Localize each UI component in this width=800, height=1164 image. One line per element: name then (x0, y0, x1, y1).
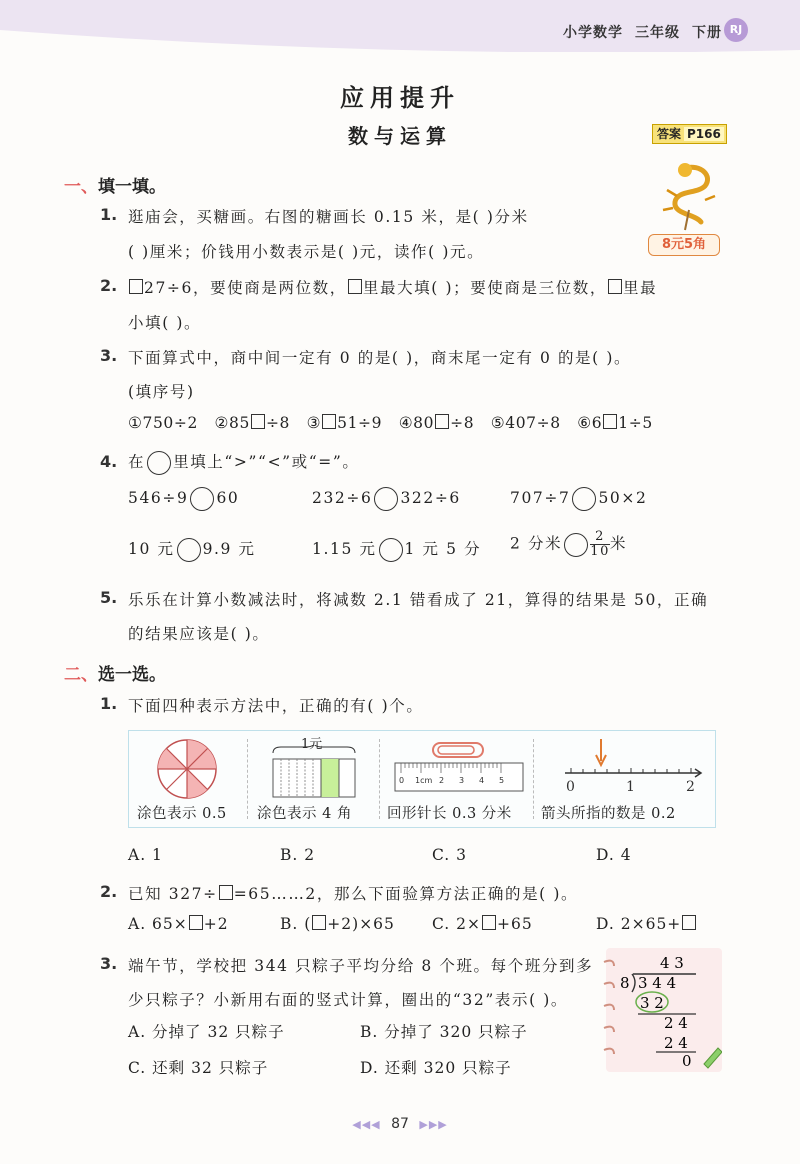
s2q3-line1: 端午节，学校把 344 只粽子平均分给 8 个班。每个班分到多 (128, 957, 594, 975)
section-number: 二、 (64, 665, 98, 685)
header-subject: 小学数学 (563, 25, 623, 41)
question-number: 2. (100, 882, 118, 901)
q3-options: ①750÷2 ②85 ÷8 ③ 51÷9 ④80 ÷8 ⑤407÷8 ⑥6 1÷5 (128, 414, 653, 432)
q5-line2: 的结果应该是( )。 (128, 625, 270, 643)
option[interactable]: A. 1 (128, 846, 163, 864)
subtract-1: 3 2 (640, 994, 664, 1012)
option[interactable]: C. 还剩 32 只粽子 (128, 1059, 269, 1077)
q1-line2: ( )厘米；价钱用小数表示是( )元，读作( )元。 (128, 243, 485, 261)
ruler-tick-label: 0 (399, 776, 405, 785)
ruler-tick-label: 1cm (415, 776, 433, 785)
edition-badge: RJ (724, 18, 748, 42)
answer-tag (652, 124, 727, 144)
subtract-2: 2 4 (664, 1034, 688, 1052)
caption: 涂色表示 0.5 (137, 806, 227, 822)
q4-item: 2 分米 $\frac{2}{10}$米 (510, 529, 628, 559)
final-remainder: 0 (682, 1052, 692, 1070)
option[interactable]: D. 4 (596, 846, 632, 864)
question-number: 3. (100, 346, 118, 365)
blank-box (608, 279, 622, 294)
q4-item: 232÷6 322÷6 (312, 487, 461, 511)
divisor: 8 (620, 974, 630, 992)
prev-arrows-icon: ◀◀◀ (352, 1118, 381, 1131)
ruler-tick-label: 3 (459, 776, 465, 785)
pie-figure (129, 731, 249, 827)
header-info (551, 22, 722, 42)
numberline-figure (535, 731, 713, 827)
caption: 箭头所指的数是 0.2 (541, 806, 676, 822)
section-fill (64, 172, 166, 197)
illustration-panel (128, 730, 716, 828)
q5-line1: 乐乐在计算小数减法时，将减数 2.1 错看成了 21，算得的结果是 50，正确 (128, 591, 709, 609)
pie-icon (155, 737, 219, 801)
q4-item: 10 元 9.9 元 (128, 537, 256, 562)
numline-label: 0 (566, 779, 575, 795)
next-arrows-icon: ▶▶▶ (419, 1118, 448, 1131)
option[interactable]: B. 分掉了 320 只粽子 (360, 1023, 528, 1041)
s2q3-line2: 少只粽子？小新用右面的竖式计算，圈出的“32”表示( )。 (128, 991, 568, 1009)
caption: 回形针长 0.3 分米 (387, 806, 512, 822)
option[interactable]: A. 分掉了 32 只粽子 (128, 1023, 285, 1041)
question-number: 4. (100, 452, 118, 471)
section-number: 一、 (64, 177, 98, 197)
blank-box (129, 279, 143, 294)
dividend: 3 4 4 (638, 974, 677, 992)
blank-box (348, 279, 362, 294)
ruler-tick-label: 4 (479, 776, 485, 785)
q3-line2: (填序号) (128, 383, 195, 401)
question-number: 5. (100, 588, 118, 607)
money-bar-icon (271, 745, 357, 799)
caption: 涂色表示 4 角 (257, 806, 352, 822)
question-number: 2. (100, 276, 118, 295)
option[interactable]: B. ( +2)×65 (280, 915, 395, 933)
option[interactable]: C. 3 (432, 846, 468, 864)
header-grade: 三年级 (635, 25, 680, 41)
q2-line2: 小填( )。 (128, 314, 202, 332)
ruler-figure (381, 731, 531, 827)
q4-item: 546÷9 60 (128, 487, 239, 511)
answer-label: 答案 (657, 127, 682, 141)
page-footer (0, 1116, 800, 1132)
question-number: 1. (100, 205, 118, 224)
number-line-icon (553, 735, 705, 797)
option[interactable]: C. 2× +65 (432, 915, 533, 933)
numline-label: 2 (686, 779, 695, 795)
s2q1-line: 下面四种表示方法中，正确的有( )个。 (128, 697, 424, 715)
fraction: $\frac{2}{10}$ (590, 529, 610, 559)
section-label: 填一填。 (98, 177, 166, 197)
answer-page: P166 (684, 127, 724, 141)
page-subtitle: 数与运算 (348, 124, 452, 148)
q4-item: 707÷7 50×2 (510, 487, 647, 511)
money-figure (249, 731, 377, 827)
price-tag: 8元5角 (648, 234, 720, 256)
option[interactable]: D. 还剩 320 只粽子 (360, 1059, 512, 1077)
section-choose (64, 660, 166, 685)
paperclip-ruler-icon (393, 739, 525, 795)
page-number: 87 (391, 1116, 409, 1132)
option[interactable]: D. 2×65+ (596, 915, 697, 933)
quotient: 4 3 (660, 954, 684, 972)
q1-line1: 逛庙会，买糖画。右图的糖画长 0.15 米，是( )分米 (128, 208, 529, 226)
question-number: 1. (100, 694, 118, 713)
header-term: 下册 (692, 25, 722, 41)
q3-line1: 下面算式中，商中间一定有 0 的是( )，商末尾一定有 0 的是( )。 (128, 349, 632, 367)
long-division (616, 952, 722, 1070)
s2q2-line: 已知 327÷ =65……2，那么下面验算方法正确的是( )。 (128, 885, 579, 903)
q4-item: 1.15 元 1 元 5 分 (312, 537, 481, 562)
ruler-tick-label: 5 (499, 776, 505, 785)
dragon-candy-icon (655, 160, 721, 232)
page-title: 应用提升 (340, 84, 460, 112)
ruler-tick-label: 2 (439, 776, 445, 785)
q2-line1: 27÷6，要使商是两位数， 里最大填( )；要使商是三位数， 里最 (128, 276, 657, 298)
numline-label: 1 (626, 779, 635, 795)
yuan-label: 1元 (301, 737, 323, 752)
remainder-1: 2 4 (664, 1014, 688, 1032)
q4-line: 在 里填上“>”“<”或“=”。 (128, 450, 360, 475)
option[interactable]: B. 2 (280, 846, 316, 864)
option[interactable]: A. 65× +2 (128, 915, 229, 933)
section-label: 选一选。 (98, 665, 166, 685)
question-number: 3. (100, 954, 118, 973)
